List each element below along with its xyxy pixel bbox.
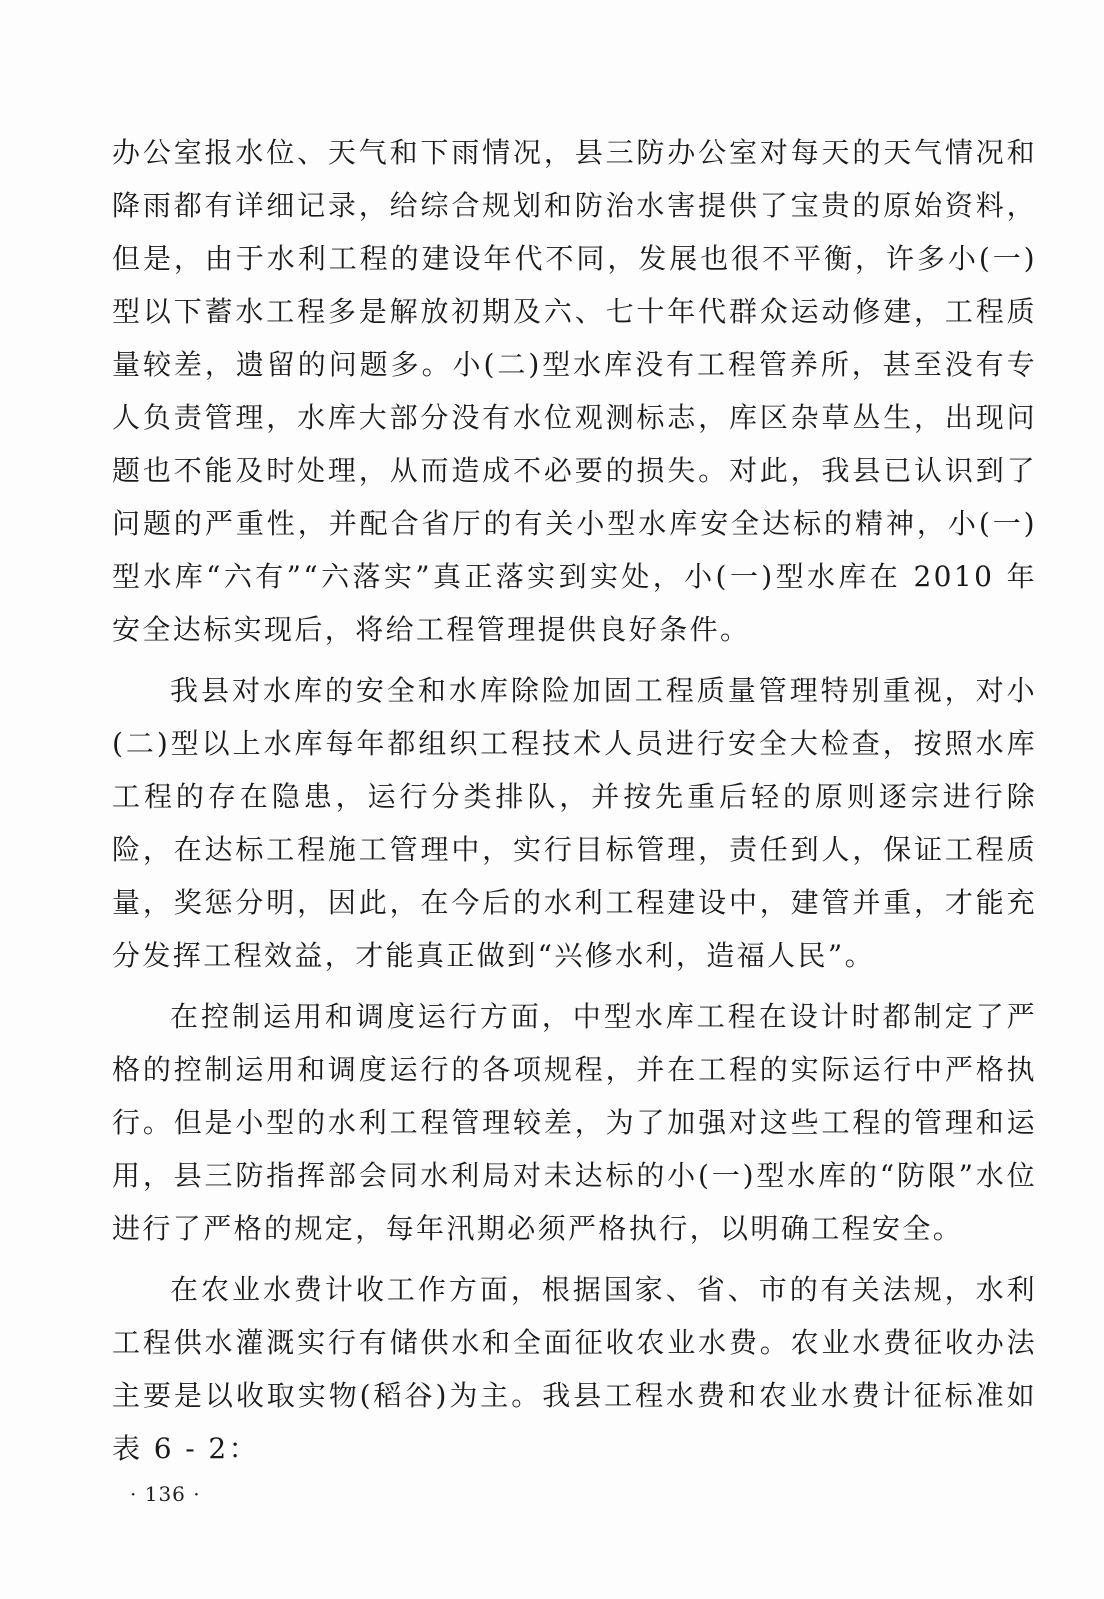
- paragraph-3: 在控制运用和调度运行方面，中型水库工程在设计时都制定了严格的控制运用和调度运行的各项规程，并在工程的实际运行中严格执行。但是小型的水利工程管理较差，为了加强对这些工程的管理和运用，县三防指挥部会同水利局对未达标的小(一)型水库的“防限”水位进行了严格的规定，每年汛期必须严格执行，以明确工程安全。: [112, 1000, 1037, 1245]
- page-number: · 136 ·: [130, 1482, 201, 1506]
- paragraph-1: 办公室报水位、天气和下雨情况，县三防办公室对每天的天气情况和降雨都有详细记录，给综合规划和防治水害提供了宝贵的原始资料，但是，由于水利工程的建设年代不同，发展也很不平衡，许多小(一)型以下蓄水工程多是解放初期及六、七十年代群众运动修建，工程质量较差，遗留的问题多。小(二)型水库没有工程管养所，甚至没有专人负责管理，水库大部分没有水位观测标志，库区杂草丛生，出现问题也不能及时处理，从而造成不必要的损失。对此，我县已认识到了问题的严重性，并配合省厅的有关小型水库安全达标的精神，小(一)型水库“六有”“六落实”真正落实到实处，小(一)型水库在 2010 年安全达标实现后，将给工程管理提供良好条件。: [112, 136, 1037, 646]
- paragraph-4: 在农业水费计收工作方面，根据国家、省、市的有关法规，水利工程供水灌溉实行有储供水和全面征收农业水费。农业水费征收办法主要是以收取实物(稻谷)为主。我县工程水费和农业水费计征标准如表 6 - 2：: [112, 1273, 1037, 1465]
- paragraph-2: 我县对水库的安全和水库除险加固工程质量管理特别重视，对小(二)型以上水库每年都组织工程技术人员进行安全大检查，按照水库工程的存在隐患，运行分类排队，并按先重后轻的原则逐宗进行除险，在达标工程施工管理中，实行目标管理，责任到人，保证工程质量，奖惩分明，因此，在今后的水利工程建设中，建管并重，才能充分发挥工程效益，才能真正做到“兴修水利，造福人民”。: [112, 674, 1037, 972]
- body-text: [112, 126, 1037, 1475]
